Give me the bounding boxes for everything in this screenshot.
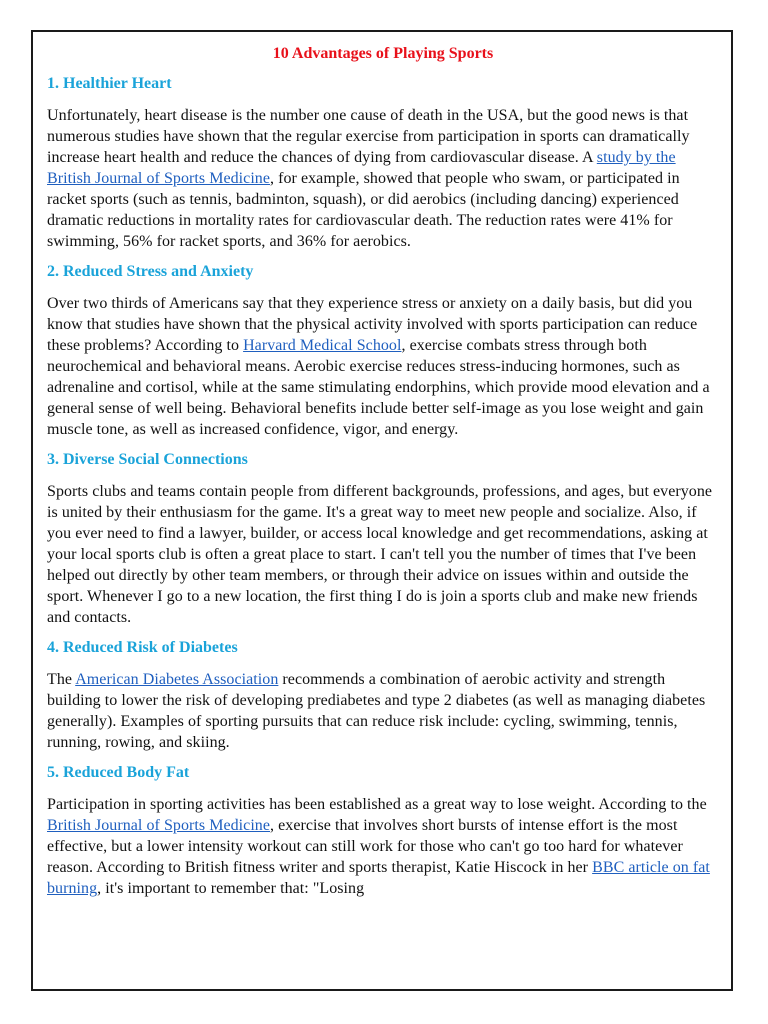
link-bbc-fat-burning-article[interactable]: BBC article on fat burning xyxy=(47,859,710,897)
document-content xyxy=(47,44,719,909)
body-text: The xyxy=(47,671,76,688)
body-text: Unfortunately, heart disease is the number one cause of death in the USA, but the good news is that numerous studies have shown that the regular exercise from participation in sports can dramatically increase heart health and reduce the chances of dying from cardiovascular disease. A xyxy=(47,107,690,166)
link-american-diabetes-association[interactable]: American Diabetes Association xyxy=(75,671,279,688)
body-text: , exercise that involves short bursts of intense effort is the most effective, but a lower intensity workout can still work for those who can't go too hard for whatever reason. According to British fitness writer and sports therapist, Katie Hiscock in her xyxy=(47,817,683,876)
document-title: 10 Advantages of Playing Sports xyxy=(272,45,494,62)
body-text: Participation in sporting activities has been established as a great way to lose weight. According to the xyxy=(47,796,707,813)
section-heading-social-connections: 3. Diverse Social Connections xyxy=(47,451,248,468)
body-text: , for example, showed that people who swam, or participated in racket sports (such as tennis, badminton, squash), or did aerobics (including dancing) experienced dramatic reductions in mortality rates for cardiovascular death. The reduction rates were 41% for swimming, 56% for racket sports, and 36% for aerobics. xyxy=(47,170,680,250)
link-bjsm-study[interactable]: study by the British Journal of Sports Medicine xyxy=(47,149,676,187)
link-harvard-medical-school[interactable]: Harvard Medical School xyxy=(243,337,402,354)
document-page xyxy=(31,30,733,991)
section-body-healthier-heart xyxy=(47,105,719,252)
body-text: Over two thirds of Americans say that they experience stress or anxiety on a daily basis, but did you know that studies have shown that the physical activity involved with sports participation can reduce these problems? According to xyxy=(47,295,698,354)
body-text: , it's important to remember that: "Losing xyxy=(97,880,365,897)
section-body-diabetes xyxy=(47,669,719,753)
body-text: recommends a combination of aerobic activity and strength building to lower the risk of developing prediabetes and type 2 diabetes (as well as managing diabetes generally). Examples of sporting pursuits that can reduce risk include: cycling, swimming, tennis, running, rowing, and skiing. xyxy=(47,671,706,751)
section-body-reduced-stress xyxy=(47,293,719,440)
body-text: , exercise combats stress through both neurochemical and behavioral means. Aerobic exercise reduces stress-inducing hormones, such as adrenaline and cortisol, while at the same stimulating endorphins, which provide mood elevation and a general sense of well being. Behavioral benefits include better self-image as you lose weight and gain muscle tone, as well as increased confidence, vigor, and energy. xyxy=(47,337,710,438)
section-body-body-fat xyxy=(47,794,719,899)
link-bjsm[interactable]: British Journal of Sports Medicine xyxy=(47,817,271,834)
section-heading-body-fat: 5. Reduced Body Fat xyxy=(47,764,190,781)
section-heading-diabetes: 4. Reduced Risk of Diabetes xyxy=(47,639,238,656)
section-heading-healthier-heart: 1. Healthier Heart xyxy=(47,75,172,92)
section-heading-reduced-stress: 2. Reduced Stress and Anxiety xyxy=(47,263,254,280)
section-body-social-connections: Sports clubs and teams contain people from different backgrounds, professions, and ages, but everyone is united by their enthusiasm for the game. It's a great way to meet new people and socialize. Also, if you ever need to find a lawyer, builder, or access local knowledge and get recommendations, asking at your local sports club is often a great place to start. I can't tell you the number of times that I've been helped out directly by other team members, or through their advice on issues within and outside the sport. Whenever I go to a new location, the first thing I do is join a sports club and make new friends and contacts. xyxy=(47,483,713,626)
